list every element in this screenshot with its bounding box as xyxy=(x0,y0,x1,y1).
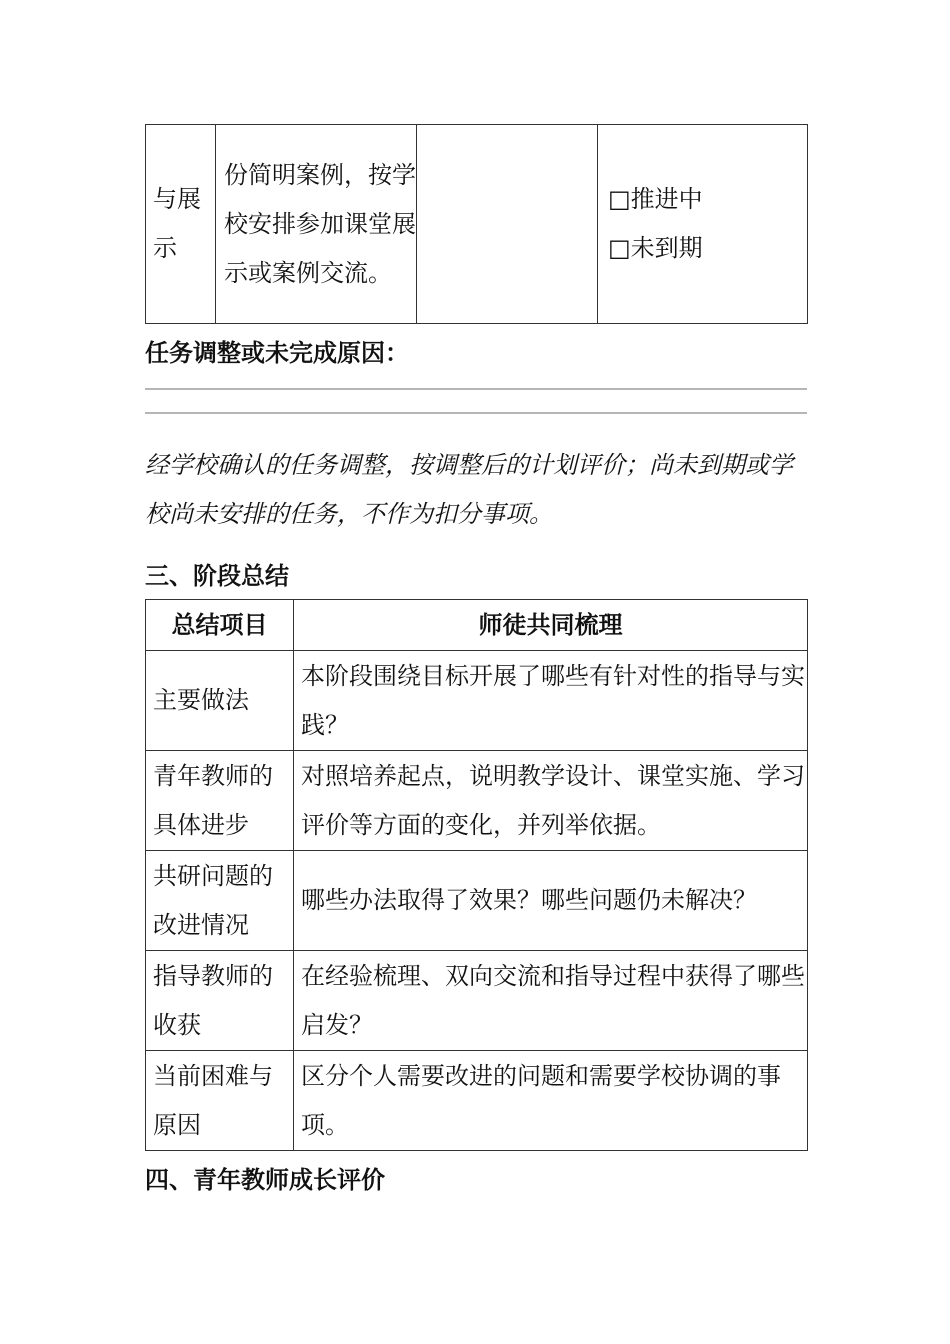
section-heading: 三、阶段总结 xyxy=(145,562,289,590)
document-page xyxy=(145,124,807,1195)
summary-item: 共研问题的改进情况 xyxy=(146,851,294,951)
summary-content: 对照培养起点，说明教学设计、课堂实施、学习评价等方面的变化，并列举依据。 xyxy=(294,751,808,851)
status-cell xyxy=(598,125,808,324)
table-row xyxy=(146,951,808,1051)
status-option-not-due[interactable]: □未到期 xyxy=(608,234,703,262)
summary-item: 青年教师的具体进步 xyxy=(146,751,294,851)
table-header-row xyxy=(146,600,808,651)
reason-label: 任务调整或未完成原因： xyxy=(145,339,409,367)
table-row xyxy=(146,651,808,751)
section-heading: 四、青年教师成长评价 xyxy=(145,1166,385,1194)
status-option-in-progress[interactable]: □推进中 xyxy=(608,185,703,213)
summary-item: 当前困难与原因 xyxy=(146,1051,294,1151)
summary-content: 在经验梳理、双向交流和指导过程中获得了哪些启发？ xyxy=(294,951,808,1051)
summary-item: 指导教师的收获 xyxy=(146,951,294,1051)
continuation-table xyxy=(145,124,808,324)
empty-cell xyxy=(417,125,598,324)
column-header: 师徒共同梳理 xyxy=(294,600,808,651)
evaluation-note: 经学校确认的任务调整，按调整后的计划评价；尚未到期或学校尚未安排的任务，不作为扣分事项。 xyxy=(145,451,793,528)
table-row xyxy=(146,851,808,951)
summary-content: 哪些办法取得了效果？哪些问题仍未解决？ xyxy=(294,851,808,951)
summary-table xyxy=(145,599,808,1151)
table-row xyxy=(146,1051,808,1151)
column-header: 总结项目 xyxy=(146,600,294,651)
answer-line xyxy=(145,388,807,390)
table-row xyxy=(146,125,808,324)
summary-content: 区分个人需要改进的问题和需要学校协调的事项。 xyxy=(294,1051,808,1151)
description-cell: 份简明案例，按学校安排参加课堂展示或案例交流。 xyxy=(216,125,417,324)
table-row xyxy=(146,751,808,851)
answer-line xyxy=(145,412,807,414)
summary-content: 本阶段围绕目标开展了哪些有针对性的指导与实践？ xyxy=(294,651,808,751)
item-cell: 与展示 xyxy=(146,125,216,324)
summary-item: 主要做法 xyxy=(146,651,294,751)
